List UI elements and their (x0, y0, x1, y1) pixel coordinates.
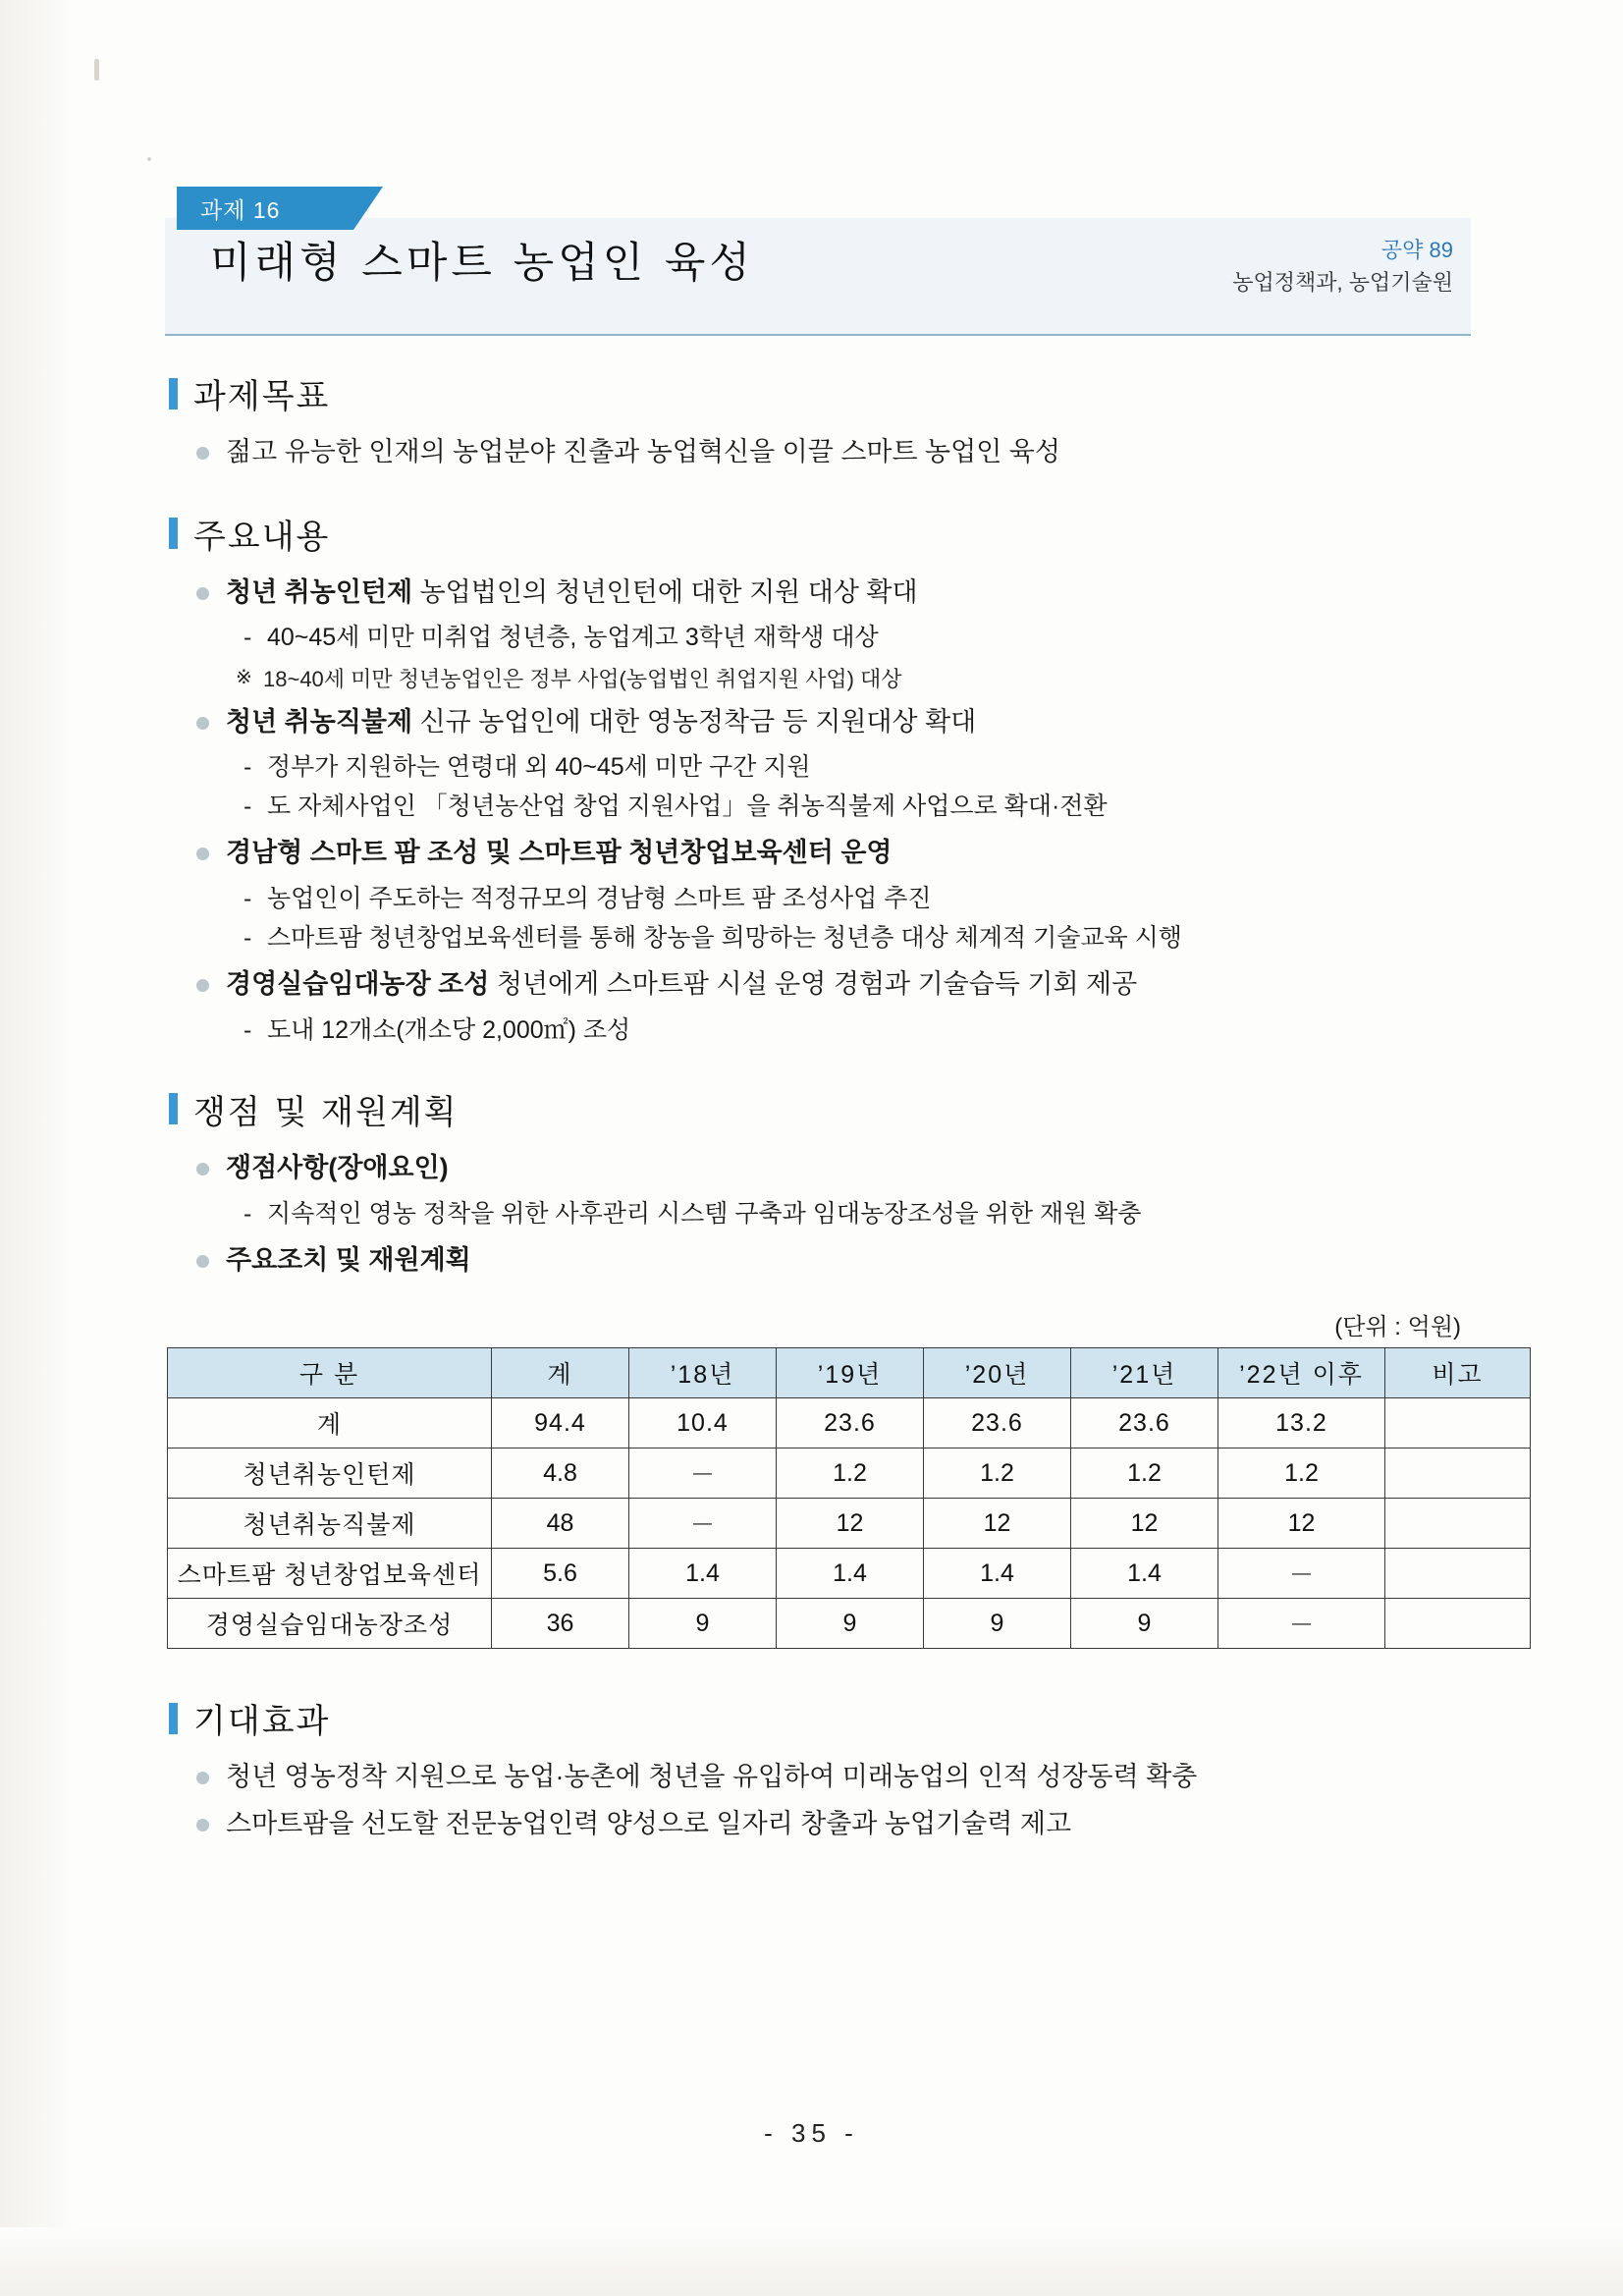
item-rest: 청년에게 스마트팜 시설 운영 경험과 기술습득 기회 제공 (489, 969, 1138, 1000)
sub-list-item: - 지속적인 영농 정착을 위한 사후관리 시스템 구축과 임대농장조성을 위한 재원 확충 (267, 1194, 1471, 1233)
section-goal-title (169, 369, 1471, 417)
list-item (226, 1803, 1471, 1846)
table-cell: 스마트팜 청년창업보육센터 (168, 1549, 492, 1599)
item-lead: 주요조치 및 재원계획 (226, 1244, 471, 1275)
table-header-row (168, 1348, 1531, 1398)
table-cell: 12 (1071, 1499, 1218, 1549)
table-cell: － (1218, 1599, 1385, 1649)
note-list (226, 663, 1471, 696)
section-main-list (165, 572, 1471, 1050)
list-item (226, 701, 1471, 827)
sub-list-item: - 도내 12개소(개소당 2,000㎡) 조성 (267, 1011, 1471, 1050)
table-header-cell: ’20년 (924, 1348, 1071, 1398)
scan-edge-left (0, 0, 94, 2296)
table-cell: 청년취농인턴제 (168, 1449, 492, 1499)
table-row (168, 1398, 1531, 1449)
section-effects-title-text: 기대효과 (193, 1702, 331, 1742)
table-cell (1385, 1398, 1531, 1449)
page-number: - 35 - (764, 2118, 859, 2148)
table-cell: 12 (777, 1499, 924, 1549)
note-list-item: ※ 18~40세 미만 청년농업인은 정부 사업(농업법인 취업지원 사업) 대상 (263, 663, 1471, 696)
table-row (168, 1499, 1531, 1549)
pledge-number: 공약 89 (1380, 238, 1453, 262)
item-lead: 경영실습임대농장 조성 (226, 969, 490, 1000)
table-header-cell: ’22년 이후 (1218, 1348, 1385, 1398)
table-cell: 12 (1218, 1499, 1385, 1549)
table-cell: 94.4 (492, 1398, 629, 1449)
list-item (226, 1756, 1471, 1799)
table-header-cell: ’18년 (629, 1348, 777, 1398)
table-header-cell: ’21년 (1071, 1348, 1218, 1398)
table-cell: － (629, 1499, 777, 1549)
table-cell: 1.2 (1071, 1449, 1218, 1499)
item-lead: 청년 취농직불제 (226, 706, 413, 737)
table-cell: 1.2 (777, 1449, 924, 1499)
table-cell: 1.4 (924, 1549, 1071, 1599)
sub-list-item: - 농업인이 주도하는 적정규모의 경남형 스마트 팜 조성사업 추진 (267, 879, 1471, 918)
table-cell: 9 (629, 1599, 777, 1649)
section-main-title (169, 510, 1471, 558)
sub-list (226, 1011, 1471, 1050)
table-cell: 23.6 (924, 1398, 1071, 1449)
table-cell: － (629, 1449, 777, 1499)
table-row (168, 1549, 1531, 1599)
section-main (165, 510, 1471, 1050)
table-cell: 9 (1071, 1599, 1218, 1649)
table-cell: 48 (492, 1499, 629, 1549)
table-cell: 5.6 (492, 1549, 629, 1599)
list-item (226, 572, 1471, 697)
section-effects-title (169, 1694, 1471, 1742)
section-issues-list (165, 1147, 1471, 1282)
table-cell: 1.4 (777, 1549, 924, 1599)
item-rest: 농업법인의 청년인턴에 대한 지원 대상 확대 (412, 576, 918, 607)
scan-speck (147, 157, 151, 161)
table-cell: 36 (492, 1599, 629, 1649)
sub-list (226, 1194, 1471, 1233)
section-goal-list (165, 431, 1471, 474)
table-cell: 1.2 (924, 1449, 1071, 1499)
table-cell: 9 (777, 1599, 924, 1649)
page-title: 미래형 스마트 농업인 육성 (210, 239, 754, 288)
effect-item-text: 청년 영농정착 지원으로 농업·농촌에 청년을 유입하여 미래농업의 인적 성장동력 확충 (226, 1762, 1198, 1792)
sub-list (226, 618, 1471, 657)
table-cell (1385, 1449, 1531, 1499)
table-cell: 13.2 (1218, 1398, 1385, 1449)
table-cell: 10.4 (629, 1398, 777, 1449)
section-marker-icon (169, 378, 178, 410)
table-cell: 경영실습임대농장조성 (168, 1599, 492, 1649)
table-row (168, 1449, 1531, 1499)
table-header-cell: 비고 (1385, 1348, 1531, 1398)
item-lead: 경남형 스마트 팜 조성 및 스마트팜 청년창업보육센터 운영 (226, 838, 893, 868)
section-main-title-text: 주요내용 (193, 517, 331, 557)
table-cell: 23.6 (777, 1398, 924, 1449)
table-header-cell: ’19년 (777, 1348, 924, 1398)
list-item (226, 1239, 1471, 1283)
page-header (165, 187, 1471, 334)
section-marker-icon (169, 1703, 178, 1734)
item-lead: 청년 취농인턴제 (226, 576, 413, 607)
table-cell: － (1218, 1549, 1385, 1599)
table-cell: 1.2 (1218, 1449, 1385, 1499)
effect-item-text: 스마트팜을 선도할 전문농업인력 양성으로 일자리 창출과 농업기술력 제고 (226, 1808, 1072, 1838)
section-goal-title-text: 과제목표 (193, 377, 331, 416)
table-cell (1385, 1599, 1531, 1649)
item-lead: 쟁점사항(장애요인) (226, 1152, 449, 1182)
budget-table (167, 1347, 1531, 1649)
sub-list-item: - 도 자체사업인 「청년농산업 창업 지원사업」을 취농직불제 사업으로 확대·전환 (267, 787, 1471, 826)
table-cell: 청년취농직불제 (168, 1499, 492, 1549)
section-marker-icon (169, 1093, 178, 1124)
section-issues-title (169, 1085, 1471, 1133)
scan-speck (94, 59, 99, 81)
sub-list (226, 879, 1471, 957)
list-item (226, 1147, 1471, 1233)
table-cell (1385, 1549, 1531, 1599)
page-content (165, 187, 1484, 1850)
table-header-cell: 계 (492, 1348, 629, 1398)
list-item (226, 963, 1471, 1050)
department-label: 농업정책과, 농업기술원 (1232, 270, 1453, 295)
table-cell: 4.8 (492, 1449, 629, 1499)
scan-edge-bottom (0, 2227, 1623, 2296)
table-cell: 9 (924, 1599, 1071, 1649)
item-rest: 신규 농업인에 대한 영농정착금 등 지원대상 확대 (412, 706, 977, 737)
section-issues (165, 1085, 1484, 1649)
table-cell: 1.4 (1071, 1549, 1218, 1599)
table-cell: 23.6 (1071, 1398, 1218, 1449)
table-header-cell: 구 분 (168, 1348, 492, 1398)
sub-list (226, 747, 1471, 826)
list-item (226, 431, 1471, 474)
sub-list-item: - 스마트팜 청년창업보육센터를 통해 창농을 희망하는 청년층 대상 체계적 기술교육 시행 (267, 918, 1471, 957)
sub-list-item: - 정부가 지원하는 연령대 외 40~45세 미만 구간 지원 (267, 747, 1471, 787)
sub-list-item: - 40~45세 미만 미취업 청년층, 농업계고 3학년 재학생 대상 (267, 618, 1471, 657)
section-effects-list (165, 1756, 1471, 1845)
table-cell: 12 (924, 1499, 1071, 1549)
table-unit-note: (단위 : 억원) (1334, 1314, 1461, 1341)
goal-item-text: 젊고 유능한 인재의 농업분야 진출과 농업혁신을 이끌 스마트 농업인 육성 (226, 437, 1060, 466)
section-marker-icon (169, 518, 178, 549)
task-number-ribbon: 과제 16 (177, 187, 353, 230)
list-item (226, 832, 1471, 957)
section-issues-title-text: 쟁점 및 재원계획 (193, 1092, 459, 1132)
table-cell: 1.4 (629, 1549, 777, 1599)
table-row (168, 1599, 1531, 1649)
section-goal (165, 369, 1471, 474)
section-effects (165, 1694, 1471, 1845)
table-cell: 계 (168, 1398, 492, 1449)
header-meta (1232, 234, 1453, 299)
table-cell (1385, 1499, 1531, 1549)
